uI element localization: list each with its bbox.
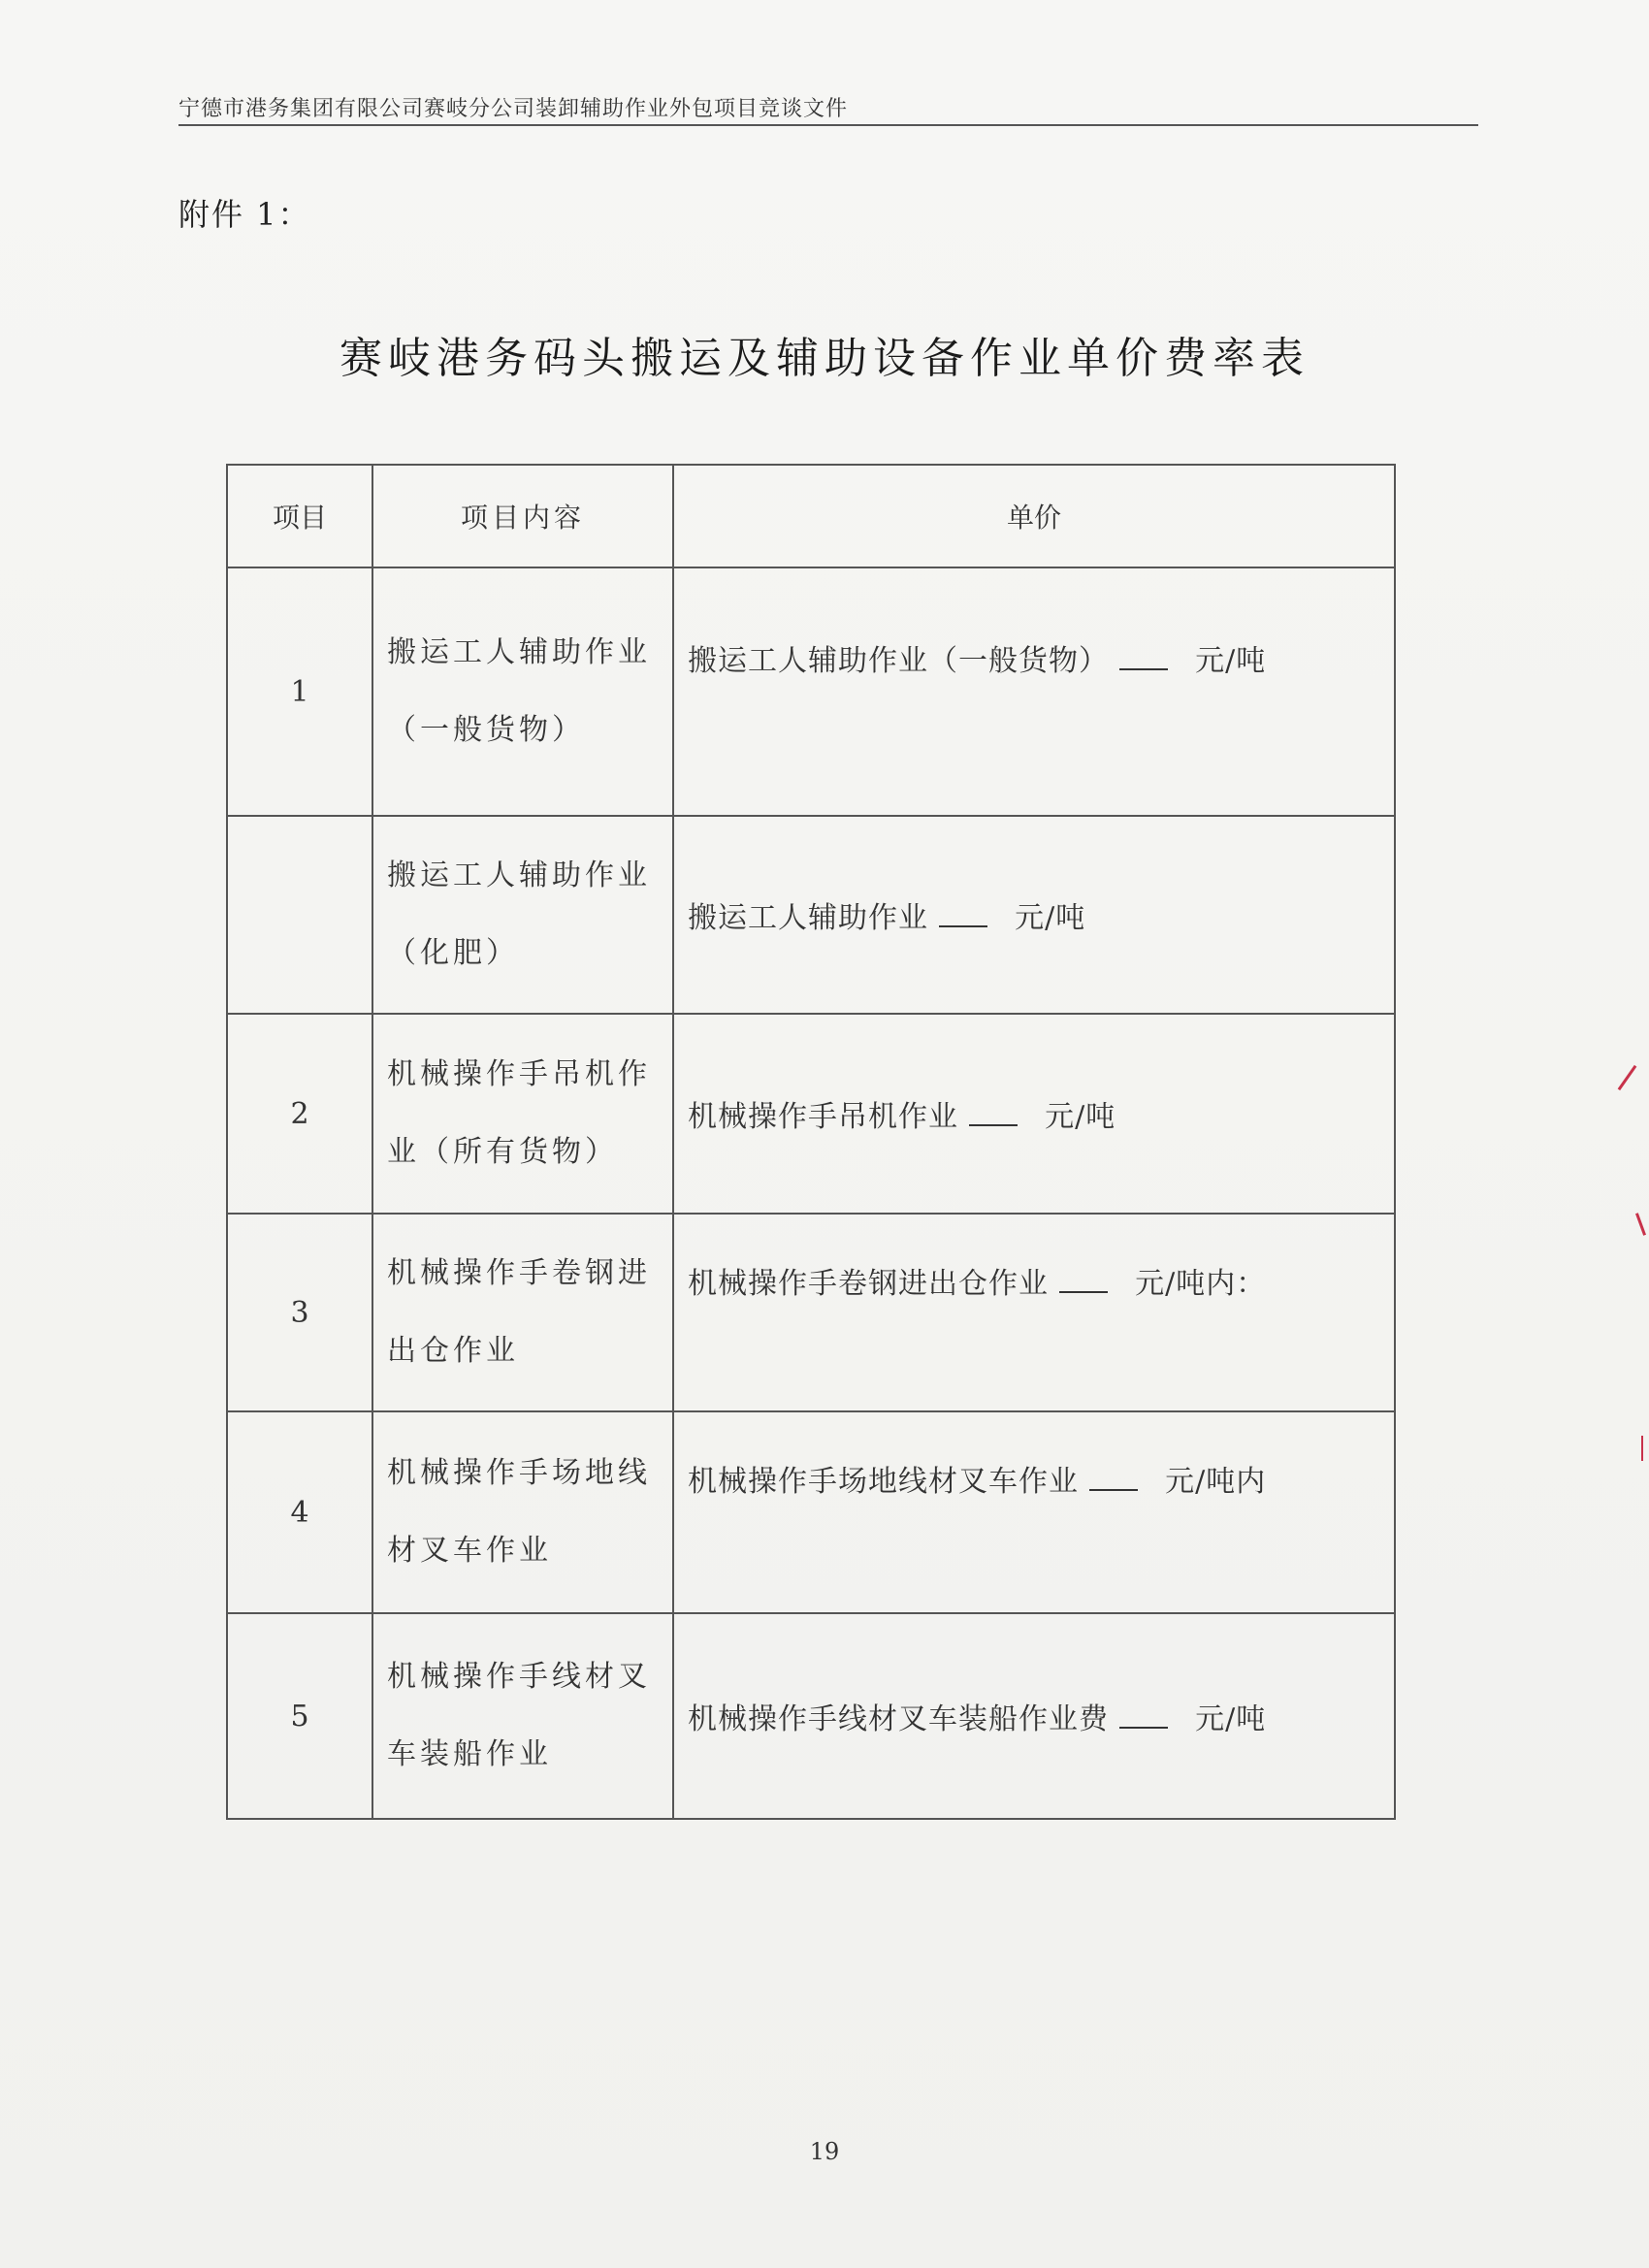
row-price (673, 816, 1395, 1014)
seal-edge-mark (1641, 1436, 1643, 1461)
price-blank (1119, 1700, 1168, 1729)
table-row (227, 1411, 1395, 1613)
row-content: 搬运工人辅助作业（一般货物） (372, 567, 673, 816)
row-number: 1 (227, 567, 372, 816)
price-label: 搬运工人辅助作业 (688, 901, 928, 935)
seal-edge-mark (1635, 1213, 1646, 1236)
row-price (673, 1613, 1395, 1819)
price-unit: 元/吨 (1045, 1100, 1116, 1134)
price-label: 机械操作手卷钢进出仓作业 (688, 1267, 1049, 1301)
row-number: 3 (227, 1214, 372, 1411)
running-header: 宁德市港务集团有限公司赛岐分公司装卸辅助作业外包项目竞谈文件 (178, 97, 849, 121)
row-price (673, 567, 1395, 816)
row-number: 5 (227, 1613, 372, 1819)
row-content: 机械操作手吊机作业（所有货物） (372, 1014, 673, 1214)
row-price (673, 1214, 1395, 1411)
price-label: 搬运工人辅助作业（一般货物） (688, 644, 1109, 678)
table-row (227, 816, 1395, 1014)
price-blank (1059, 1264, 1108, 1293)
header-rule (178, 124, 1478, 126)
seal-edge-mark (1618, 1065, 1637, 1090)
header-item-content: 项目内容 (372, 465, 673, 567)
price-label: 机械操作手场地线材叉车作业 (688, 1465, 1079, 1499)
row-content: 搬运工人辅助作业（化肥） (372, 816, 673, 1014)
price-blank (939, 898, 987, 927)
table-row (227, 1014, 1395, 1214)
header-unit-price: 单价 (673, 465, 1395, 567)
table-header-row (227, 465, 1395, 567)
price-blank (1089, 1462, 1138, 1491)
price-blank (1119, 641, 1168, 670)
row-price (673, 1411, 1395, 1613)
row-number: 4 (227, 1411, 372, 1613)
price-blank (969, 1097, 1018, 1126)
rate-table (226, 464, 1396, 1820)
attachment-label: 附件 1： (178, 196, 311, 233)
price-label: 机械操作手吊机作业 (688, 1100, 958, 1134)
table-row (227, 567, 1395, 816)
page-number: 19 (809, 2138, 840, 2165)
price-label: 机械操作手线材叉车装船作业费 (688, 1702, 1109, 1736)
price-unit: 元/吨内 (1165, 1465, 1267, 1499)
table-row (227, 1214, 1395, 1411)
header-item: 项目 (227, 465, 372, 567)
document-title: 赛岐港务码头搬运及辅助设备作业单价费率表 (340, 334, 1310, 383)
row-content: 机械操作手卷钢进出仓作业 (372, 1214, 673, 1411)
price-unit: 元/吨 (1195, 644, 1267, 678)
row-price (673, 1014, 1395, 1214)
table-row (227, 1613, 1395, 1819)
row-content: 机械操作手场地线材叉车作业 (372, 1411, 673, 1613)
price-unit: 元/吨内： (1135, 1267, 1267, 1301)
row-number (227, 816, 372, 1014)
row-content: 机械操作手线材叉车装船作业 (372, 1613, 673, 1819)
price-unit: 元/吨 (1195, 1702, 1267, 1736)
price-unit: 元/吨 (1015, 901, 1086, 935)
row-number: 2 (227, 1014, 372, 1214)
